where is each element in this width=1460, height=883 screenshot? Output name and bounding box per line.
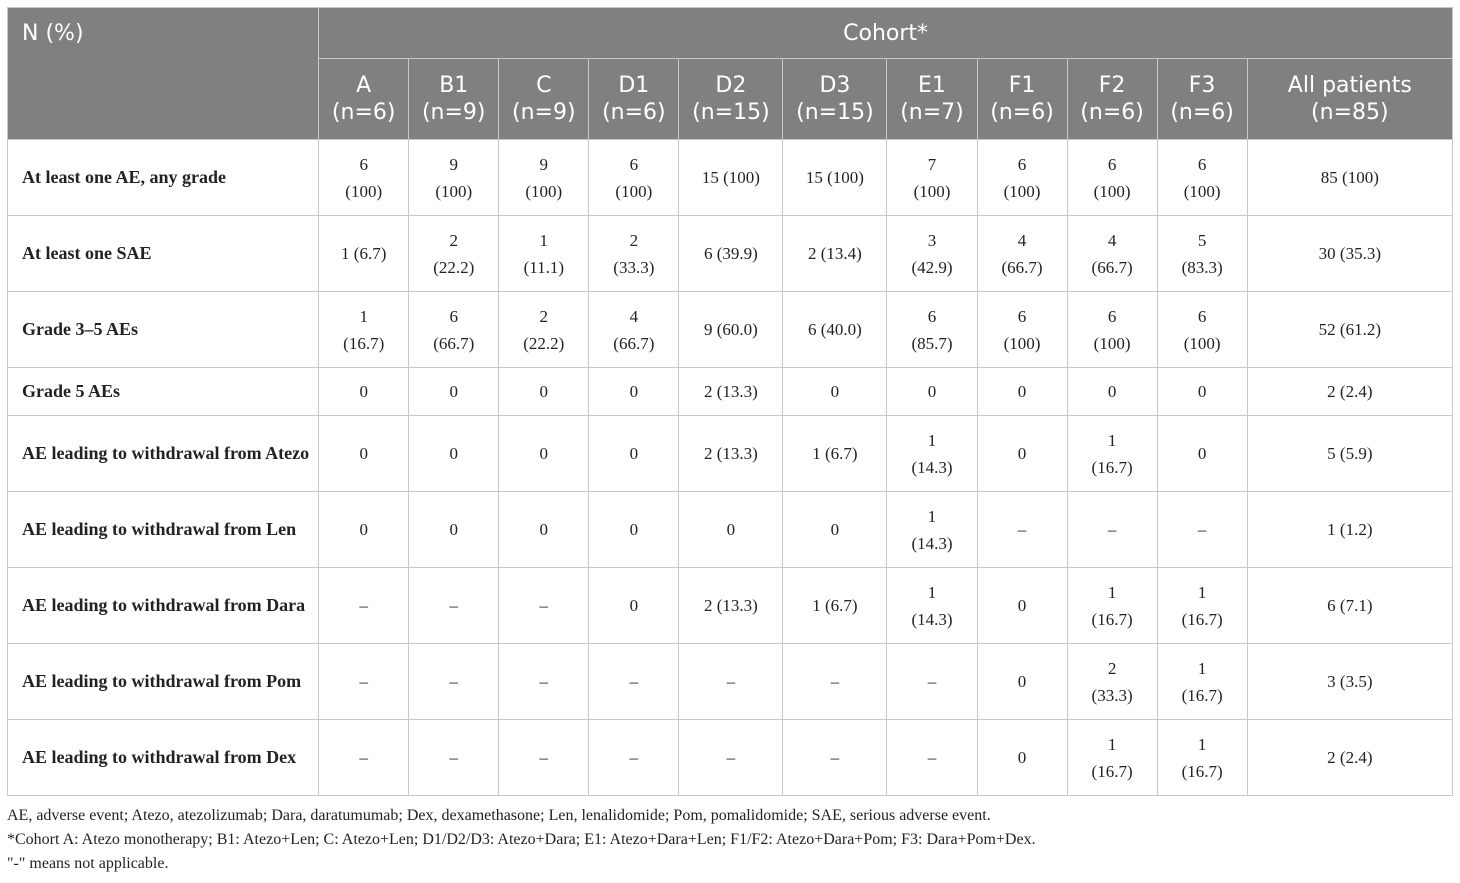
table-cell — [679, 416, 783, 492]
cell-value: (85.7) — [911, 333, 953, 353]
table-cell — [1247, 492, 1452, 568]
column-name: E1 — [918, 73, 946, 98]
table-cell — [499, 140, 589, 216]
table-cell — [1157, 416, 1247, 492]
cell-value: (100) — [525, 181, 563, 201]
cell-value: 0 — [629, 444, 639, 463]
column-count: (n=6) — [990, 100, 1054, 125]
table-cell — [1157, 720, 1247, 796]
table-header — [8, 8, 1453, 140]
table-cell — [319, 140, 409, 216]
cell-value: 6 — [1107, 306, 1117, 326]
cell-value: – — [359, 596, 368, 615]
table-cell — [409, 368, 499, 416]
table-cell — [679, 216, 783, 292]
table-cell — [589, 492, 679, 568]
table-cell — [1157, 568, 1247, 644]
cell-value: (66.7) — [433, 333, 475, 353]
table-row — [8, 140, 1453, 216]
cell-value: – — [449, 748, 458, 767]
cell-value: (22.2) — [433, 257, 475, 277]
table-row — [8, 368, 1453, 416]
cell-value: 2 (13.4) — [808, 244, 862, 263]
cell-value: – — [359, 672, 368, 691]
cell-value: 1 — [1107, 734, 1117, 754]
table-cell — [1157, 368, 1247, 416]
column-header — [1067, 59, 1157, 140]
cell-value: (16.7) — [1091, 761, 1133, 781]
table-cell — [409, 416, 499, 492]
cell-value: 6 (7.1) — [1327, 596, 1373, 615]
cell-value: 2 — [1107, 658, 1117, 678]
cell-value: 6 — [629, 154, 639, 174]
cell-value: 0 — [1197, 382, 1207, 401]
cell-value: 0 — [629, 520, 639, 539]
cell-value: 0 — [359, 382, 368, 401]
column-count: (n=6) — [1080, 100, 1144, 125]
table-cell — [783, 292, 887, 368]
column-count: (n=85) — [1311, 100, 1389, 125]
table-cell — [783, 416, 887, 492]
cell-value: 0 — [449, 520, 458, 539]
table-cell — [409, 216, 499, 292]
table-cell — [1157, 492, 1247, 568]
table-cell — [589, 292, 679, 368]
cell-value: (83.3) — [1181, 257, 1223, 277]
cell-value: 1 (6.7) — [341, 244, 387, 263]
footnote: AE, adverse event; Atezo, atezolizumab; Dara, daratumumab; Dex, dexamethasone; Len, lenalidomide; Pom, pomalidomide; SAE, serious adverse event. — [7, 807, 991, 824]
column-header — [1247, 59, 1452, 140]
column-name: D3 — [819, 73, 851, 98]
table-row — [8, 292, 1453, 368]
cell-value: 85 (100) — [1320, 168, 1379, 187]
cell-value: (11.1) — [523, 257, 565, 277]
cell-value: (14.3) — [911, 533, 953, 553]
cell-value: 2 (2.4) — [1327, 382, 1373, 401]
column-header — [319, 59, 409, 140]
cell-value: 3 (3.5) — [1327, 672, 1373, 691]
cell-value: 1 — [927, 582, 937, 602]
cell-value: 15 (100) — [701, 168, 760, 187]
table-cell — [1157, 216, 1247, 292]
cell-value: 1 — [1197, 734, 1207, 754]
table-cell — [977, 492, 1067, 568]
column-name: F1 — [1008, 73, 1036, 98]
cell-value: 6 — [1017, 154, 1027, 174]
row-label: AE leading to withdrawal from Atezo — [8, 416, 319, 492]
cell-value: (100) — [1093, 181, 1131, 201]
column-count: (n=6) — [331, 100, 396, 125]
table-cell — [499, 492, 589, 568]
table-cell — [679, 644, 783, 720]
cell-value: 0 — [629, 382, 639, 401]
table-row — [8, 720, 1453, 796]
cell-value: – — [830, 748, 840, 767]
column-count: (n=6) — [602, 100, 666, 125]
table-cell — [679, 720, 783, 796]
cell-value: 1 — [359, 306, 368, 326]
cell-value: 9 — [539, 154, 549, 174]
cell-value: 6 — [1107, 154, 1117, 174]
table-cell — [1157, 140, 1247, 216]
table-cell — [1247, 292, 1452, 368]
table-cell — [1067, 216, 1157, 292]
table-cell — [783, 720, 887, 796]
column-header — [783, 59, 887, 140]
cell-value: 0 — [539, 444, 549, 463]
cell-value: 1 — [927, 430, 937, 450]
cell-value: 6 — [1197, 154, 1207, 174]
cell-value: 5 — [1197, 230, 1207, 250]
table-cell — [409, 140, 499, 216]
table-cell — [679, 368, 783, 416]
cell-value: – — [1197, 520, 1207, 539]
column-header — [977, 59, 1067, 140]
table-body — [8, 140, 1453, 796]
cell-value: – — [1017, 520, 1027, 539]
table-cell — [1247, 720, 1452, 796]
cell-value: 0 — [1107, 382, 1117, 401]
cell-value: – — [539, 672, 549, 691]
cell-value: 0 — [539, 382, 549, 401]
cell-value: 0 — [1017, 748, 1027, 767]
cell-value: (100) — [615, 181, 653, 201]
table-cell — [589, 644, 679, 720]
cohort-group-header: Cohort* — [319, 8, 1453, 59]
row-label: AE leading to withdrawal from Dex — [8, 720, 319, 796]
table-cell — [409, 644, 499, 720]
cell-value: 2 — [629, 230, 639, 250]
cell-value: 1 — [927, 506, 937, 526]
cell-value: 0 — [1017, 596, 1027, 615]
cell-value: 0 — [1017, 672, 1027, 691]
table-row — [8, 416, 1453, 492]
column-header — [679, 59, 783, 140]
cell-value: (22.2) — [523, 333, 565, 353]
cell-value: – — [726, 748, 736, 767]
cell-value: – — [1107, 520, 1117, 539]
footnotes — [7, 804, 1453, 876]
table-cell — [409, 292, 499, 368]
cell-value: 0 — [927, 382, 937, 401]
table-cell — [499, 720, 589, 796]
column-name: D2 — [715, 73, 747, 98]
column-name: All patients — [1287, 73, 1412, 98]
table-cell — [887, 720, 977, 796]
table-cell — [499, 368, 589, 416]
cell-value: (33.3) — [1091, 685, 1133, 705]
table-cell — [1067, 140, 1157, 216]
cell-value: – — [726, 672, 736, 691]
column-name: A — [356, 73, 372, 98]
table-cell — [977, 644, 1067, 720]
row-label: At least one SAE — [8, 216, 319, 292]
cell-value: (16.7) — [1181, 761, 1223, 781]
row-label: AE leading to withdrawal from Len — [8, 492, 319, 568]
column-header — [499, 59, 589, 140]
table-cell — [319, 416, 409, 492]
cell-value: 1 (1.2) — [1327, 520, 1373, 539]
cell-value: (14.3) — [911, 457, 953, 477]
cell-value: (16.7) — [1091, 457, 1133, 477]
table-cell — [1067, 644, 1157, 720]
cell-value: 7 — [927, 154, 937, 174]
table-cell — [499, 644, 589, 720]
cell-value: 2 — [449, 230, 458, 250]
corner-header: N (%) — [8, 8, 319, 140]
cell-value: 0 — [539, 520, 549, 539]
column-count: (n=9) — [421, 100, 486, 125]
cell-value: (33.3) — [613, 257, 655, 277]
cell-value: 30 (35.3) — [1318, 244, 1381, 263]
table-cell — [679, 568, 783, 644]
table-cell — [887, 416, 977, 492]
table-cell — [499, 292, 589, 368]
cell-value: 6 (39.9) — [703, 244, 758, 263]
cell-value: – — [830, 672, 840, 691]
column-count: (n=7) — [900, 100, 964, 125]
table-row — [8, 568, 1453, 644]
cell-value: 9 (60.0) — [703, 320, 758, 339]
cell-value: – — [539, 596, 549, 615]
table-cell — [589, 368, 679, 416]
cell-value: (100) — [913, 181, 951, 201]
cell-value: (100) — [1003, 333, 1041, 353]
table-cell — [887, 216, 977, 292]
table-cell — [977, 292, 1067, 368]
cell-value: 2 (2.4) — [1327, 748, 1373, 767]
cell-value: (66.7) — [613, 333, 655, 353]
row-label: AE leading to withdrawal from Dara — [8, 568, 319, 644]
column-header — [887, 59, 977, 140]
column-header — [589, 59, 679, 140]
table-cell — [783, 568, 887, 644]
table-cell — [1067, 416, 1157, 492]
cell-value: (14.3) — [911, 609, 953, 629]
table-cell — [319, 644, 409, 720]
row-label: Grade 5 AEs — [8, 368, 319, 416]
table-cell — [589, 416, 679, 492]
table-cell — [319, 720, 409, 796]
cell-value: 0 — [1197, 444, 1207, 463]
cell-value: 6 — [449, 306, 458, 326]
cell-value: 0 — [1017, 444, 1027, 463]
table-cell — [1247, 140, 1452, 216]
adverse-events-table-container — [7, 7, 1453, 876]
table-cell — [1247, 368, 1452, 416]
column-header — [1157, 59, 1247, 140]
cell-value: (100) — [1093, 333, 1131, 353]
column-name: C — [536, 73, 552, 98]
table-cell — [1247, 216, 1452, 292]
table-cell — [783, 644, 887, 720]
table-cell — [499, 216, 589, 292]
table-cell — [977, 368, 1067, 416]
table-cell — [679, 292, 783, 368]
cell-value: 1 (6.7) — [812, 596, 858, 615]
table-cell — [887, 140, 977, 216]
table-cell — [1067, 568, 1157, 644]
row-label: At least one AE, any grade — [8, 140, 319, 216]
cell-value: 1 — [1107, 430, 1117, 450]
table-cell — [783, 216, 887, 292]
table-cell — [977, 720, 1067, 796]
table-cell — [783, 368, 887, 416]
cell-value: 2 — [539, 306, 549, 326]
table-cell — [1247, 568, 1452, 644]
table-cell — [589, 568, 679, 644]
table-cell — [679, 140, 783, 216]
cell-value: 1 (6.7) — [812, 444, 858, 463]
table-cell — [319, 216, 409, 292]
table-cell — [887, 292, 977, 368]
table-cell — [887, 492, 977, 568]
column-count: (n=15) — [796, 100, 874, 125]
cell-value: 0 — [359, 520, 368, 539]
table-row — [8, 644, 1453, 720]
table-cell — [319, 368, 409, 416]
table-cell — [977, 416, 1067, 492]
table-cell — [319, 492, 409, 568]
table-cell — [499, 416, 589, 492]
column-name: D1 — [618, 73, 650, 98]
cell-value: 1 — [1197, 582, 1207, 602]
table-cell — [1067, 720, 1157, 796]
cell-value: 2 (13.3) — [703, 596, 758, 615]
cell-value: (100) — [1183, 181, 1221, 201]
cell-value: 0 — [726, 520, 736, 539]
cell-value: – — [449, 672, 458, 691]
table-cell — [977, 140, 1067, 216]
cell-value: (66.7) — [1001, 257, 1043, 277]
column-count: (n=9) — [512, 100, 576, 125]
cell-value: (100) — [345, 181, 383, 201]
column-header — [409, 59, 499, 140]
cell-value: – — [927, 748, 937, 767]
footnote: "-" means not applicable. — [7, 855, 169, 872]
column-name: F2 — [1098, 73, 1126, 98]
cell-value: 6 — [359, 154, 368, 174]
row-label: Grade 3–5 AEs — [8, 292, 319, 368]
cell-value: (16.7) — [1181, 685, 1223, 705]
cell-value: 6 — [1017, 306, 1027, 326]
cell-value: (42.9) — [911, 257, 953, 277]
table-cell — [1247, 416, 1452, 492]
cell-value: 4 — [629, 306, 639, 326]
cell-value: – — [539, 748, 549, 767]
table-row — [8, 492, 1453, 568]
cell-value: 6 (40.0) — [808, 320, 862, 339]
table-cell — [1247, 644, 1452, 720]
table-cell — [589, 216, 679, 292]
table-cell — [977, 568, 1067, 644]
cell-value: 1 — [1107, 582, 1117, 602]
table-cell — [679, 492, 783, 568]
cell-value: – — [359, 748, 368, 767]
table-cell — [1067, 492, 1157, 568]
table-cell — [409, 568, 499, 644]
cell-value: 15 (100) — [805, 168, 864, 187]
cell-value: 2 (13.3) — [703, 382, 758, 401]
cell-value: 52 (61.2) — [1318, 320, 1381, 339]
cell-value: 0 — [449, 444, 458, 463]
cell-value: 9 — [449, 154, 458, 174]
cell-value: 0 — [629, 596, 639, 615]
table-cell — [589, 720, 679, 796]
table-cell — [319, 292, 409, 368]
cell-value: 1 — [539, 230, 549, 250]
adverse-events-table — [7, 7, 1453, 796]
table-cell — [409, 492, 499, 568]
column-name: B1 — [439, 73, 469, 98]
table-cell — [1157, 644, 1247, 720]
table-cell — [1067, 292, 1157, 368]
table-cell — [319, 568, 409, 644]
cell-value: – — [449, 596, 458, 615]
table-cell — [1067, 368, 1157, 416]
cell-value: – — [629, 672, 639, 691]
table-cell — [1157, 292, 1247, 368]
cell-value: (16.7) — [1091, 609, 1133, 629]
table-cell — [977, 216, 1067, 292]
column-name: F3 — [1188, 73, 1216, 98]
table-cell — [887, 644, 977, 720]
table-cell — [409, 720, 499, 796]
cell-value: – — [927, 672, 937, 691]
column-count: (n=15) — [692, 100, 770, 125]
table-row — [8, 216, 1453, 292]
cell-value: (100) — [1183, 333, 1221, 353]
table-cell — [499, 568, 589, 644]
cell-value: 0 — [1017, 382, 1027, 401]
cell-value: (100) — [435, 181, 473, 201]
cell-value: 6 — [1197, 306, 1207, 326]
cell-value: 5 (5.9) — [1327, 444, 1373, 463]
cell-value: 0 — [830, 382, 840, 401]
table-cell — [783, 492, 887, 568]
cell-value: (16.7) — [1181, 609, 1223, 629]
cell-value: (66.7) — [1091, 257, 1133, 277]
row-label: AE leading to withdrawal from Pom — [8, 644, 319, 720]
table-cell — [783, 140, 887, 216]
cell-value: 2 (13.3) — [703, 444, 758, 463]
cell-value: (16.7) — [343, 333, 385, 353]
cell-value: 0 — [359, 444, 368, 463]
cell-value: 0 — [449, 382, 458, 401]
cell-value: (100) — [1003, 181, 1041, 201]
table-cell — [887, 568, 977, 644]
column-count: (n=6) — [1170, 100, 1234, 125]
cell-value: – — [629, 748, 639, 767]
cell-value: 3 — [927, 230, 937, 250]
footnote: *Cohort A: Atezo monotherapy; B1: Atezo+Len; C: Atezo+Len; D1/D2/D3: Atezo+Dara; E1: Atezo+Dara+Len; F1/F2: Atezo+Dara+Pom; F3: Dara+Pom+Dex. — [7, 831, 1036, 848]
cell-value: 6 — [927, 306, 937, 326]
cell-value: 4 — [1017, 230, 1027, 250]
cell-value: 1 — [1197, 658, 1207, 678]
table-cell — [887, 368, 977, 416]
table-cell — [589, 140, 679, 216]
cell-value: 0 — [830, 520, 840, 539]
cell-value: 4 — [1107, 230, 1117, 250]
